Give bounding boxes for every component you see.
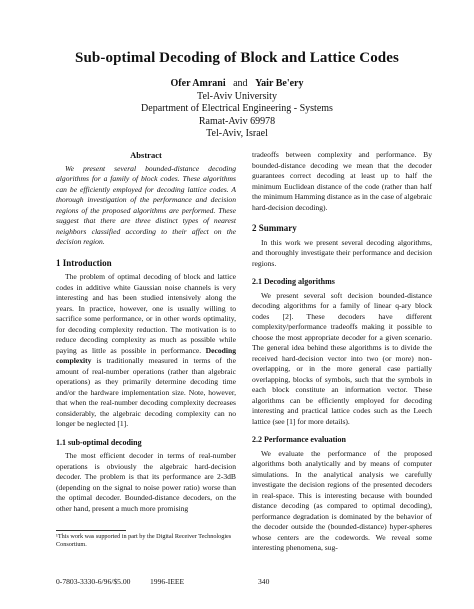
intro-text: The problem of optimal decoding of block and lattice codes in additive white Gaussian noise channels is very interesting and has been studied intensively along the years. In practice, however, one is usually willing to sacrifice some performance, or in other words optimality, for decoding complexity reduction. The motivation is to reduce decoding complexity as much as possible while paying as little as possible in performance. — [56, 272, 236, 355]
author-names — [0, 78, 474, 91]
suboptimal-paragraph: The most efficient decoder in terms of real-number operations is obviously the algebraic hard-decision decoder. The problem is that its performance are 2-3dB (depending on the signal to noise power ratio) worse than the optimal decoder. Bounded-distance decoders, on the other hand, present a much more promising — [56, 451, 236, 513]
author-block — [0, 78, 474, 141]
author-2: Yair Be'ery — [255, 78, 304, 89]
performance-paragraph: We evaluate the performance of the proposed algorithms both analytically and by means of computer simulations. In the analytical analysis we carefully investigate the decision regions of the presented decoders in real-space. This is interesting because with bounded distance decoding (as compared to optimal decoding), performance degradation is dominated by the behavior of the decoder outside the (bounded-distance) hyper-spheres whose centers are the codewords. We reveal some interesting phenomena, sug- — [252, 448, 432, 552]
intro-paragraph — [56, 272, 236, 430]
subsection-heading-decoding-algorithms: 2.1 Decoding algorithms — [252, 277, 335, 286]
affiliation-line: Department of Electrical Engineering - Systems — [141, 103, 333, 115]
footnote: ¹This work was supported in part by the Digital Receiver Technologies Consortium. — [56, 533, 232, 548]
section-heading-summary: 2 Summary — [252, 223, 297, 233]
footnote-divider — [56, 530, 126, 531]
author-conjunction: and — [233, 78, 248, 89]
paper-title: Sub-optimal Decoding of Block and Lattice Codes — [75, 50, 399, 66]
footer-isbn: 0-7803-3330-6/96/$5.00 — [56, 577, 131, 586]
affiliation-line: Ramat-Aviv 69978 — [198, 115, 276, 127]
section-heading-introduction: 1 Introduction — [56, 257, 112, 268]
abstract-heading: Abstract — [130, 150, 162, 160]
affiliation-line: Tel-Aviv, Israel — [206, 128, 268, 140]
abstract-text: We present several bounded-distance decoding algorithms for a family of block codes. These algorithms can be efficiently employed for decoding lattice codes. A thorough investigation of the performance and decision regions of the proposed algorithms are performed. These suggest that there are three distinct types of nearest neighbors classified according to their affect on the decision region. — [56, 163, 236, 246]
author-1: Ofer Amrani — [170, 78, 226, 89]
affiliation-line: Tel-Aviv University — [197, 90, 277, 102]
page-number: 340 — [258, 577, 270, 586]
left-column — [56, 150, 236, 514]
right-column — [252, 150, 432, 554]
summary-paragraph: In this work we present several decoding algorithms, and thoroughly investigate their performance and decision regions. — [252, 237, 432, 268]
intro-text-tail: is traditionally measured in terms of the amount of real-number operations (rather than algebraic operations) as they primarily determine decoding time and/or the hardware implementation size. Note, however, that when the real-number decoding complexity decreases considerably, the algebraic decoding complexity can no longer be neglected [1]. — [56, 356, 236, 428]
subsection-heading-suboptimal: 1.1 sub-optimal decoding — [56, 437, 142, 447]
intro-bold-term: Decoding complexity — [56, 345, 236, 365]
decoding-algorithms-paragraph: We present several soft decision bounded-distance decoding algorithms for a family of linear q-ary block codes [2]. These decoders have different complexity/performance tradeoffs making it possible to choose the most appropriate decoder for a given scenario. The general idea behind these algorithms is to divide the received hard-decision vector into two (or more) non-overlapping, or in the more general case partially overlapping, blocks of symbols, such that the symbols in each block constitute an information vector. These algorithms can be efficiently employed for decoding interesting and practical lattice codes such as the Leech lattice (see [1] for more details). — [252, 290, 432, 426]
footer-ieee: 1996-IEEE — [150, 577, 185, 586]
subsection-heading-performance: 2.2 Performance evaluation — [252, 435, 346, 444]
continued-paragraph: tradeoffs between complexity and performance. By bounded-distance decoding we mean that the decoder guarantees correct decoding at least up to half the minimum Euclidean distance of the code (rather than half the minimum Hamming distance as in the case of algebraic hard-decision decoding). — [252, 150, 432, 212]
